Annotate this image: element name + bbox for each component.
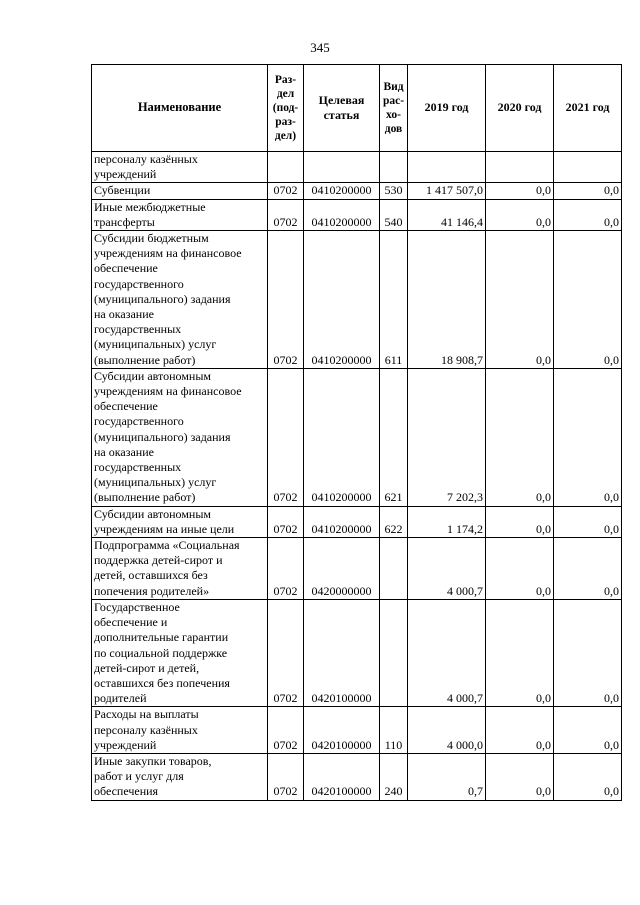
row-2019-cell — [408, 152, 486, 183]
row-expense-type-cell — [380, 152, 408, 183]
row-section-cell: 0702 — [268, 368, 304, 506]
row-2021-cell: 0,0 — [554, 599, 622, 706]
row-target-cell: 0410200000 — [304, 183, 380, 199]
row-2019-cell: 41 146,4 — [408, 199, 486, 230]
table-row — [92, 599, 622, 706]
row-2019-cell: 7 202,3 — [408, 368, 486, 506]
row-2020-cell: 0,0 — [486, 599, 554, 706]
header-2021: 2021 год — [554, 65, 622, 152]
header-2020: 2020 год — [486, 65, 554, 152]
row-section-cell: 0702 — [268, 199, 304, 230]
row-2021-cell: 0,0 — [554, 538, 622, 600]
header-expense-type: Вид рас- хо- дов — [380, 65, 408, 152]
row-expense-type-cell: 240 — [380, 753, 408, 800]
table-row — [92, 538, 622, 600]
row-2019-cell: 18 908,7 — [408, 231, 486, 369]
header-section: Раз- дел (под- раз- дел) — [268, 65, 304, 152]
row-name-cell: персоналу казённых учреждений — [92, 152, 268, 183]
row-2021-cell: 0,0 — [554, 753, 622, 800]
row-expense-type-cell: 530 — [380, 183, 408, 199]
table-row — [92, 199, 622, 230]
row-2021-cell: 0,0 — [554, 199, 622, 230]
row-2019-cell: 1 174,2 — [408, 506, 486, 537]
row-section-cell: 0702 — [268, 183, 304, 199]
row-2021-cell — [554, 152, 622, 183]
table-row — [92, 707, 622, 754]
row-2021-cell: 0,0 — [554, 506, 622, 537]
row-expense-type-cell: 622 — [380, 506, 408, 537]
row-expense-type-cell: 611 — [380, 231, 408, 369]
row-section-cell: 0702 — [268, 599, 304, 706]
row-2019-cell: 1 417 507,0 — [408, 183, 486, 199]
row-target-cell: 0420100000 — [304, 707, 380, 754]
table-row — [92, 231, 622, 369]
row-2021-cell: 0,0 — [554, 368, 622, 506]
row-target-cell: 0410200000 — [304, 199, 380, 230]
row-section-cell — [268, 152, 304, 183]
table-row — [92, 183, 622, 199]
row-section-cell: 0702 — [268, 753, 304, 800]
row-2020-cell: 0,0 — [486, 183, 554, 199]
row-name-cell: Субсидии автономным учреждениям на иные цели — [92, 506, 268, 537]
row-2020-cell: 0,0 — [486, 231, 554, 369]
row-2021-cell: 0,0 — [554, 231, 622, 369]
row-2020-cell: 0,0 — [486, 753, 554, 800]
row-name-cell: Субсидии бюджетным учреждениям на финансовое обеспечение государственного (муниципального) задания на оказание государственных (муниципальных) услуг (выполнение работ) — [92, 231, 268, 369]
row-2020-cell: 0,0 — [486, 707, 554, 754]
row-2020-cell: 0,0 — [486, 538, 554, 600]
row-target-cell: 0410200000 — [304, 506, 380, 537]
page-number: 345 — [310, 40, 330, 55]
row-2019-cell: 4 000,7 — [408, 599, 486, 706]
row-2019-cell: 4 000,7 — [408, 538, 486, 600]
header-target: Целевая статья — [304, 65, 380, 152]
row-2020-cell: 0,0 — [486, 368, 554, 506]
row-2020-cell — [486, 152, 554, 183]
row-expense-type-cell: 110 — [380, 707, 408, 754]
row-name-cell: Расходы на выплаты персоналу казённых учреждений — [92, 707, 268, 754]
row-2020-cell: 0,0 — [486, 199, 554, 230]
row-name-cell: Государственное обеспечение и дополнительные гарантии по социальной поддержке детей-сирот и детей, оставшихся без попечения родителей — [92, 599, 268, 706]
table-row — [92, 753, 622, 800]
row-target-cell: 0420100000 — [304, 753, 380, 800]
row-section-cell: 0702 — [268, 506, 304, 537]
row-target-cell: 0420100000 — [304, 599, 380, 706]
row-name-cell: Субсидии автономным учреждениям на финансовое обеспечение государственного (муниципального) задания на оказание государственных (муниципальных) услуг (выполнение работ) — [92, 368, 268, 506]
row-name-cell: Субвенции — [92, 183, 268, 199]
row-target-cell: 0410200000 — [304, 231, 380, 369]
row-name-cell: Иные закупки товаров, работ и услуг для обеспечения — [92, 753, 268, 800]
row-target-cell — [304, 152, 380, 183]
row-expense-type-cell: 540 — [380, 199, 408, 230]
row-2019-cell: 0,7 — [408, 753, 486, 800]
budget-table — [91, 64, 622, 801]
header-2019: 2019 год — [408, 65, 486, 152]
table-row — [92, 368, 622, 506]
row-name-cell: Подпрограмма «Социальная поддержка детей-сирот и детей, оставшихся без попечения родителей» — [92, 538, 268, 600]
row-expense-type-cell: 621 — [380, 368, 408, 506]
header-name: Наименование — [92, 65, 268, 152]
row-name-cell: Иные межбюджетные трансферты — [92, 199, 268, 230]
header-row — [92, 65, 622, 152]
row-section-cell: 0702 — [268, 231, 304, 369]
table-row — [92, 506, 622, 537]
row-2019-cell: 4 000,0 — [408, 707, 486, 754]
row-expense-type-cell — [380, 538, 408, 600]
row-target-cell: 0410200000 — [304, 368, 380, 506]
row-2021-cell: 0,0 — [554, 183, 622, 199]
row-2020-cell: 0,0 — [486, 506, 554, 537]
row-2021-cell: 0,0 — [554, 707, 622, 754]
table-row — [92, 152, 622, 183]
row-section-cell: 0702 — [268, 538, 304, 600]
row-section-cell: 0702 — [268, 707, 304, 754]
row-expense-type-cell — [380, 599, 408, 706]
row-target-cell: 0420000000 — [304, 538, 380, 600]
